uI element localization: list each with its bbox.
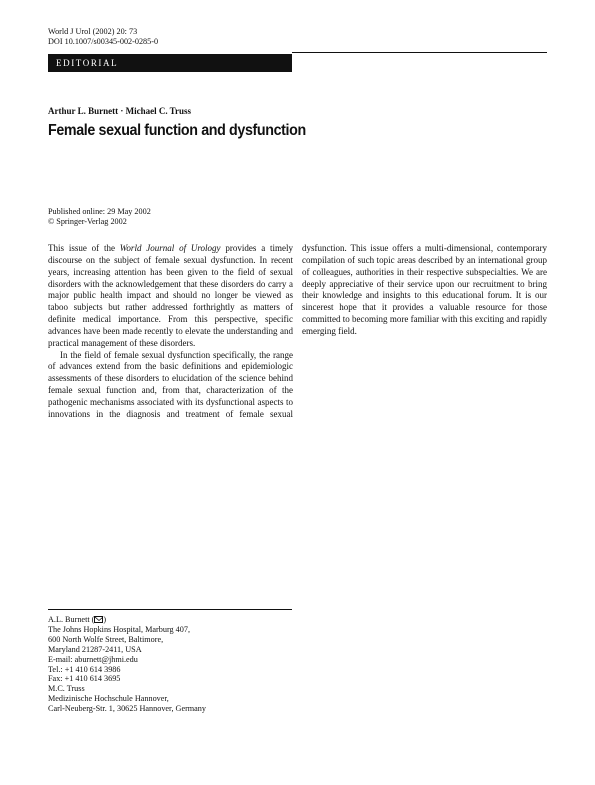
- author2-line: Medizinische Hochschule Hannover,: [48, 693, 169, 703]
- author1-line: 600 North Wolfe Street, Baltimore,: [48, 634, 164, 644]
- author1-name: A.L. Burnett ( ): [48, 615, 107, 624]
- author1-email[interactable]: E-mail: aburnett@jhmi.edu: [48, 654, 138, 664]
- author1-tel: Tel.: +1 410 614 3986: [48, 664, 121, 674]
- body-paragraph-2: In the field of female sexual dysfunction specifically, the range of advances extend from the basic definitions and epidemiologic assessments of these disorders to elucidation of the science behind female sexual function and, from that, characterization of the pathogenic mechanisms associated with its dysfunctional aspects to innovations in the diagnosis and treatment of female sexual dysfunction. This issue offers a multi-dimensional, contemporary compilation of such topic areas described by an international group of colleagues, authorities in their respective subspecialties. We are deeply appreciative of their service upon our recruitment to bring their knowledge and insights to this educational forum. It is our sincerest hope that it provides a valuable resource for those committed to becoming more familiar with this exciting and rapidly emerging field.: [48, 243, 547, 419]
- article-title: Female sexual function and dysfunction: [48, 122, 306, 139]
- journal-meta: [48, 27, 158, 47]
- publication-info: [48, 207, 151, 227]
- author1-fax: Fax: +1 410 614 3695: [48, 674, 121, 684]
- envelope-icon: [94, 616, 103, 623]
- published-date: Published online: 29 May 2002: [48, 207, 151, 216]
- body-paragraph-1: This issue of the World Journal of Urology provides a timely discourse on the subject of female sexual dysfunction. In recent years, increasing attention has been given to the field of sexual disorders with the acknowledgement that these disorders do carry a major public health impact and should no longer be viewed as taboo subjects but rather addressed forthrightly as matters of definite medical importance. From this perspective, specific advances have been made recently to elevate the understanding and practical management of these disorders.: [48, 243, 293, 348]
- author2-line: Carl-Neuberg-Str. 1, 30625 Hannover, Germany: [48, 703, 206, 713]
- journal-citation: World J Urol (2002) 20: 73: [48, 27, 138, 36]
- article-body: [48, 243, 547, 421]
- header-rule: [292, 52, 547, 53]
- author1-line: Maryland 21287-2411, USA: [48, 644, 142, 654]
- correspondence-address-1: [48, 615, 190, 684]
- copyright: © Springer-Verlag 2002: [48, 217, 127, 226]
- correspondence-address-2: [48, 684, 206, 714]
- article-authors: Arthur L. Burnett · Michael C. Truss: [48, 106, 192, 116]
- doi: DOI 10.1007/s00345-002-0285-0: [48, 37, 159, 46]
- journal-name: World Journal of Urology: [119, 243, 221, 253]
- section-banner: EDITORIAL: [48, 54, 292, 72]
- author2-name: M.C. Truss: [48, 684, 85, 693]
- footnote-rule: [48, 609, 292, 610]
- author1-line: The Johns Hopkins Hospital, Marburg 407,: [48, 624, 190, 634]
